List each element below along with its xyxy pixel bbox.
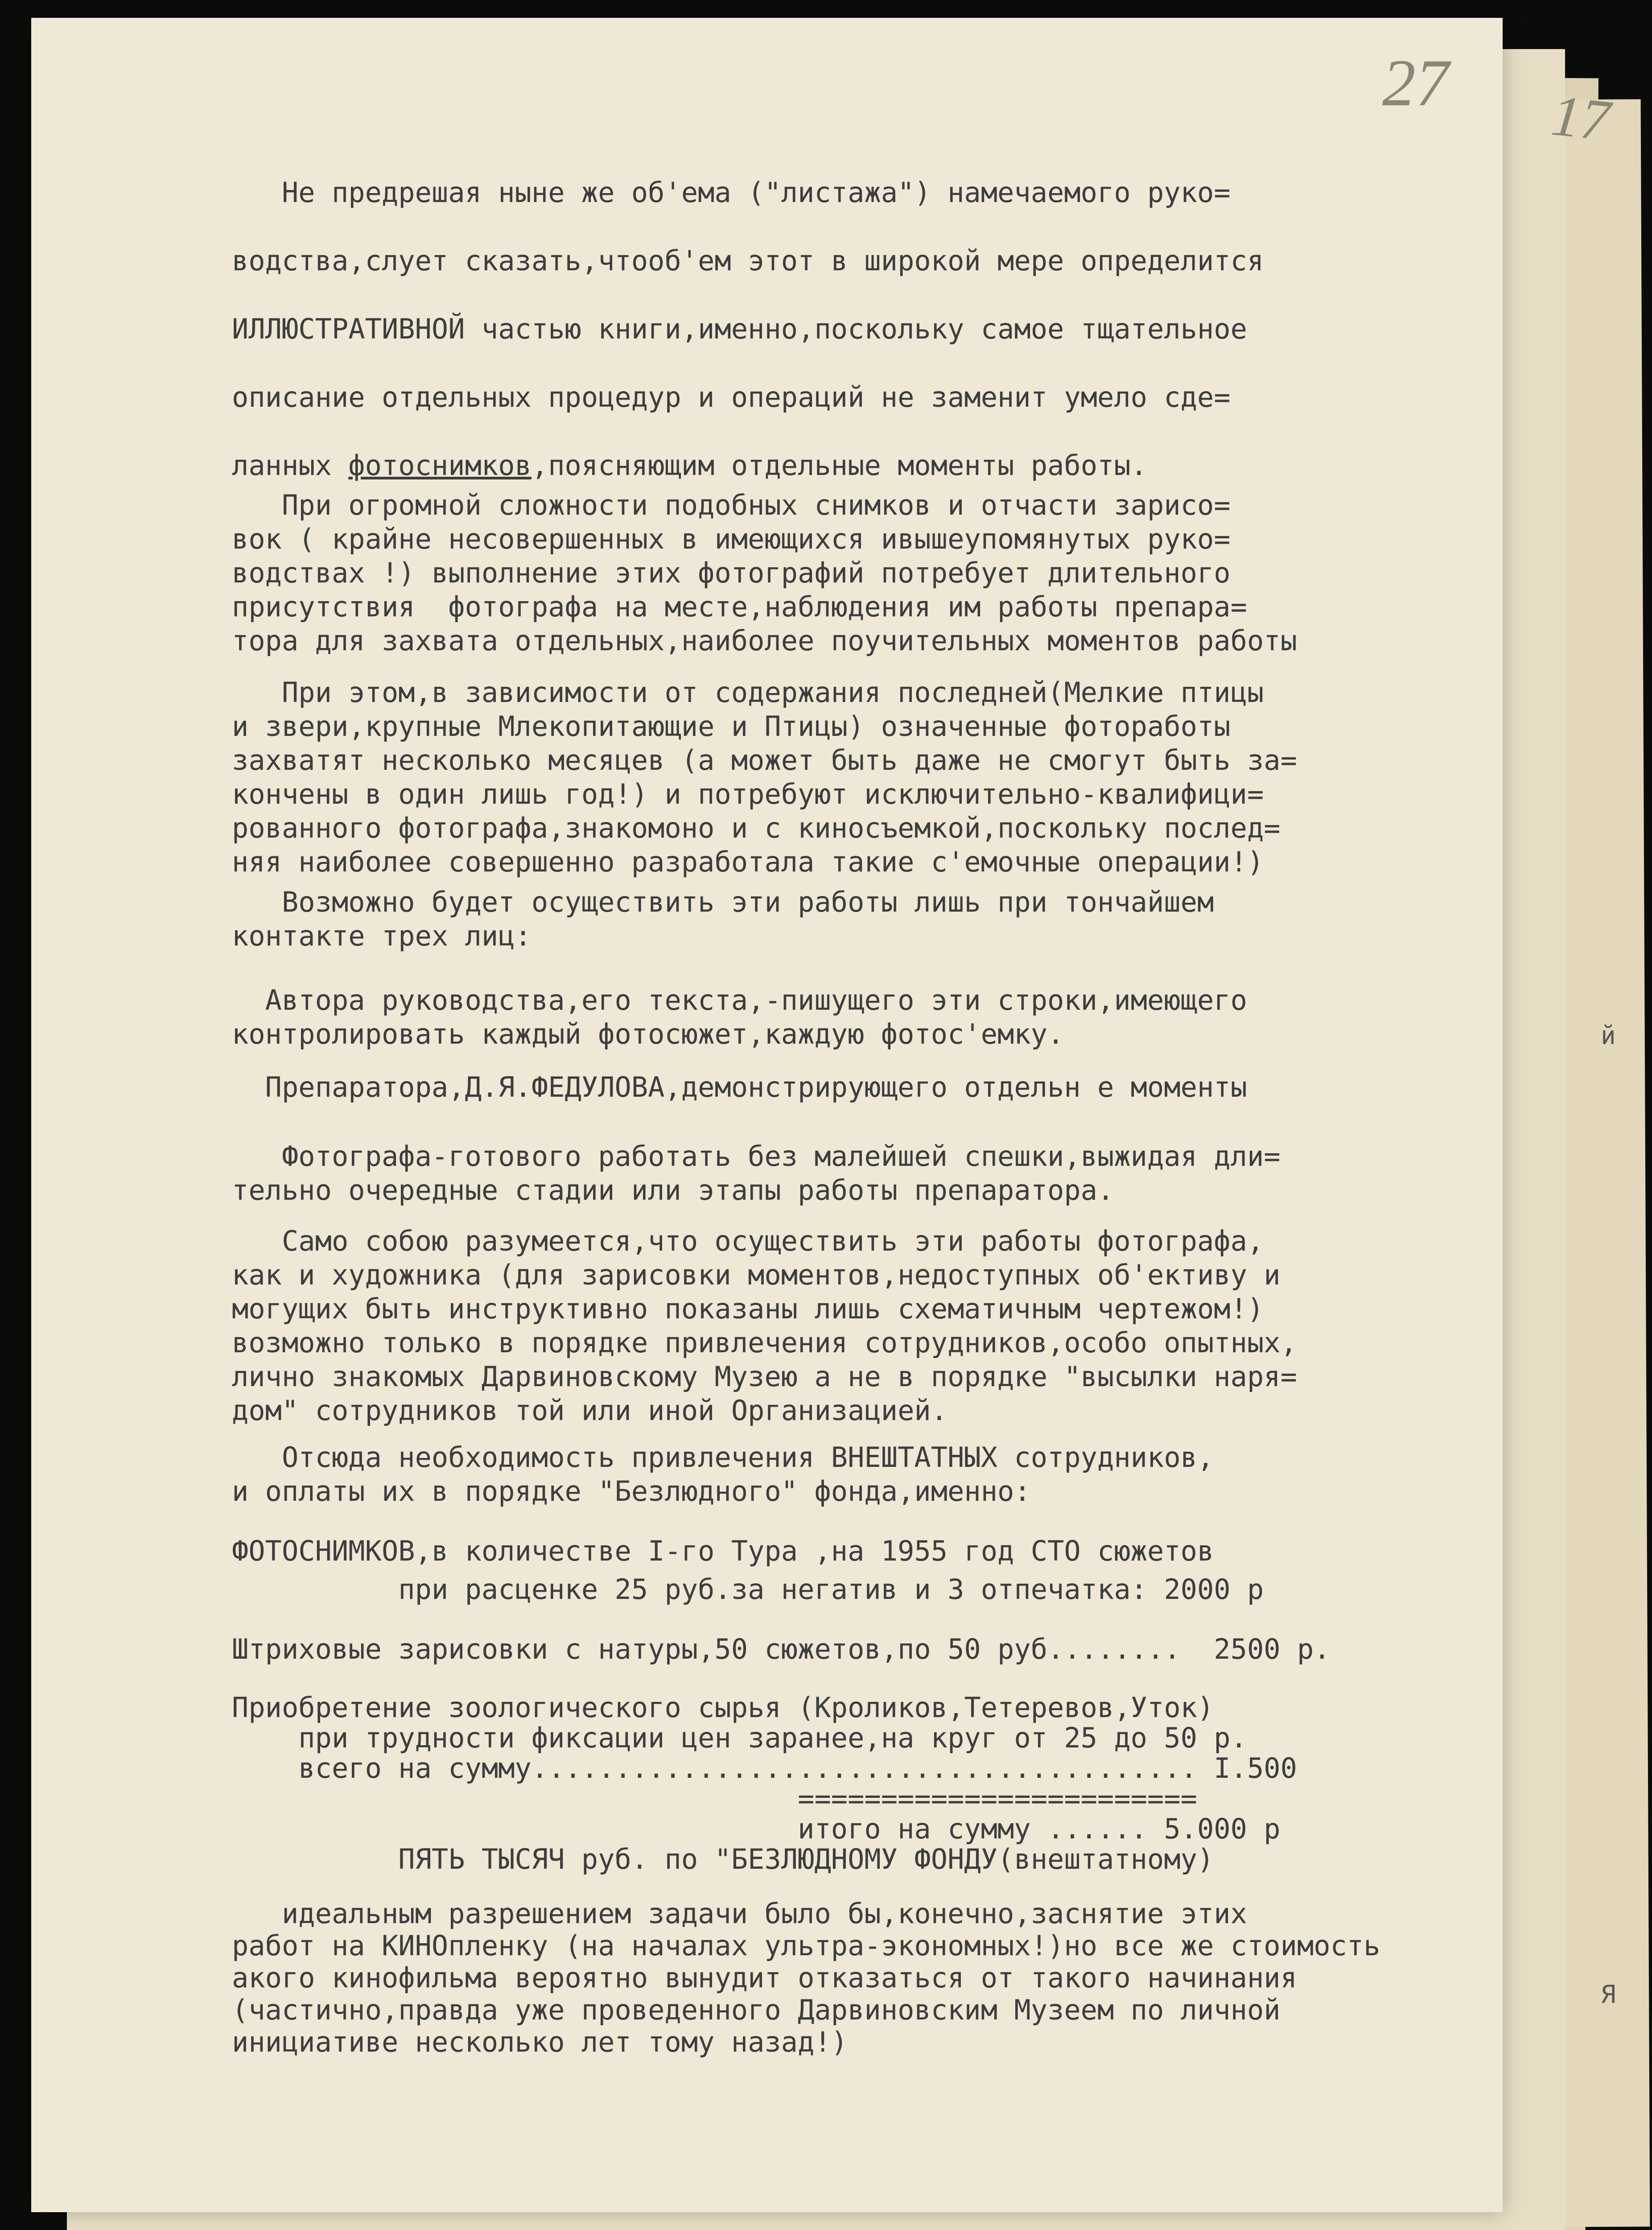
text-line: Не предрешая ныне же об'ема ("листажа") намечаемого руко= <box>232 176 1231 209</box>
text-line: кончены в один лишь год!) и потребуют исключительно-квалифици= <box>232 778 1264 810</box>
text-line: захватят несколько месяцев (а может быть даже не смогут быть за= <box>232 744 1297 776</box>
text-line: Препаратора,Д.Я.ФЕДУЛОВА,демонстрирующего отдельн е моменты <box>232 1071 1247 1103</box>
text-line: дом" сотрудников той или иной Организацией. <box>232 1394 948 1427</box>
text-line: При этом,в зависимости от содержания последней(Мелкие птицы <box>232 676 1264 709</box>
margin-scrap-letter: й <box>1601 1021 1616 1050</box>
paragraph <box>232 676 1418 879</box>
text-line: ланных фотоснимков,поясняющим отдельные моменты работы. <box>232 449 1148 482</box>
text-line: водствах !) выполнение этих фотографий потребует длительного <box>232 557 1231 589</box>
text-line: ИЛЛЮСТРАТИВНОЙ частью книги,именно,поскольку самое тщательное <box>232 313 1247 345</box>
text-line: как и художника (для зарисовки моментов,недоступных об'ективу и <box>232 1259 1281 1291</box>
text-line: Отсюда необходимость привлечения ВНЕШТАТНЫХ сотрудников, <box>232 1441 1214 1474</box>
text-line: ПЯТЬ ТЫСЯЧ руб. по "БЕЗЛЮДНОМУ ФОНДУ(внештатному) <box>232 1843 1214 1875</box>
paragraph <box>232 1140 1418 1207</box>
paragraph <box>232 1224 1418 1428</box>
paragraph <box>232 1693 1418 1875</box>
text-line: и звери,крупные Млекопитающие и Птицы) означенные фоторaботы <box>232 710 1231 743</box>
text-line: тельно очередные стадии или этапы работы препаратора. <box>232 1174 1114 1206</box>
text-line: Само собою разумеется,что осуществить эти работы фотографа, <box>232 1225 1264 1257</box>
text-line: Автора руководства,его текста,-пишущего эти строки,имеющего <box>232 984 1247 1016</box>
text-line: тора для захвата отдельных,наиболее поучительных моментов работы <box>232 624 1297 657</box>
text-line: итого на сумму ...... 5.000 р <box>232 1813 1281 1845</box>
text-line: контакте трех лиц: <box>232 920 531 952</box>
paragraph <box>232 885 1418 953</box>
paragraph <box>232 158 1418 500</box>
text-line: идеальным разрешением задачи было бы,конечно,заснятие этих <box>232 1897 1247 1930</box>
folio-number: 27 <box>1382 46 1449 120</box>
text-line: рованного фотографа,знакомоно и с киносъемкой,поскольку послед= <box>232 812 1281 844</box>
text-line: ======================== <box>232 1782 1197 1815</box>
text-line: лично знакомых Дарвиновскому Музею а не в порядке "высылки наря= <box>232 1360 1297 1393</box>
text-line: ФОТОСНИМКОВ,в количестве I-го Тура ,на 1955 год СТО сюжетов <box>232 1535 1214 1567</box>
text-line: при трудности фиксации цен заранее,на круг от 25 до 50 р. <box>232 1722 1247 1754</box>
text-line: контролировать каждый фотосюжет,каждую фотос'емку. <box>232 1018 1064 1050</box>
paragraph <box>232 1898 1418 2058</box>
text-line: При огромной сложности подобных снимков и отчасти зарисо= <box>232 489 1231 521</box>
text-line: Приобретение зоологического сырья (Кроликов,Тетеревов,Уток) <box>232 1691 1214 1724</box>
text-line: при расценке 25 руб.за негатив и 3 отпечатка: 2000 р <box>232 1573 1264 1606</box>
text-line: водства,слует сказать,чтооб'ем этот в широкой мере определится <box>232 244 1264 277</box>
text-line: Возможно будет осуществить эти работы лишь при тончайшем <box>232 886 1214 918</box>
text-line: инициативе несколько лет тому назад!) <box>232 2026 848 2058</box>
text-line: возможно только в порядке привлечения сотрудников,особо опытных, <box>232 1326 1297 1359</box>
paragraph <box>232 1632 1418 1666</box>
text-line: присутствия фотографа на месте,наблюдения им работы препара= <box>232 591 1247 623</box>
underlined-word: фотоснимков <box>348 449 531 482</box>
margin-scrap-letter: Я <box>1601 1980 1616 2009</box>
text-line: всего на сумму........................................ I.500 <box>232 1752 1297 1784</box>
text-line: могущих быть инструктивно показаны лишь схематичным чертежом!) <box>232 1293 1264 1325</box>
text-line: Фотографа-готового работать без малейшей спешки,выжидая дли= <box>232 1140 1281 1173</box>
paragraph <box>232 983 1418 1051</box>
text-line: работ на КИНОпленку (на началах ультра-экономных!)но все же стоимость <box>232 1929 1380 1962</box>
text-line: Штриховые зарисовки с натуры,50 сюжетов,по 50 руб........ 2500 р. <box>232 1633 1331 1665</box>
paragraph <box>232 1441 1418 1508</box>
text-line: (частично,правда уже проведенного Дарвиновским Музеем по личной <box>232 1994 1281 2026</box>
text-line: няя наиболее совершенно разработала такие с'емочные операции!) <box>232 846 1264 878</box>
text-line: описание отдельных процедур и операций не заменит умело сде= <box>232 381 1231 413</box>
paragraph <box>232 1070 1418 1104</box>
text-line: и оплаты их в порядке "Безлюдного" фонда,именно: <box>232 1475 1031 1507</box>
text-line: вок ( крайне несовершенных в имеющихся ивышеупомянутых руко= <box>232 523 1231 555</box>
text-line: акого кинофильма вероятно вынудит отказаться от такого начинания <box>232 1962 1297 1994</box>
paragraph <box>232 1532 1418 1609</box>
back-folio-number: 17 <box>1548 83 1613 153</box>
paragraph <box>232 488 1418 658</box>
